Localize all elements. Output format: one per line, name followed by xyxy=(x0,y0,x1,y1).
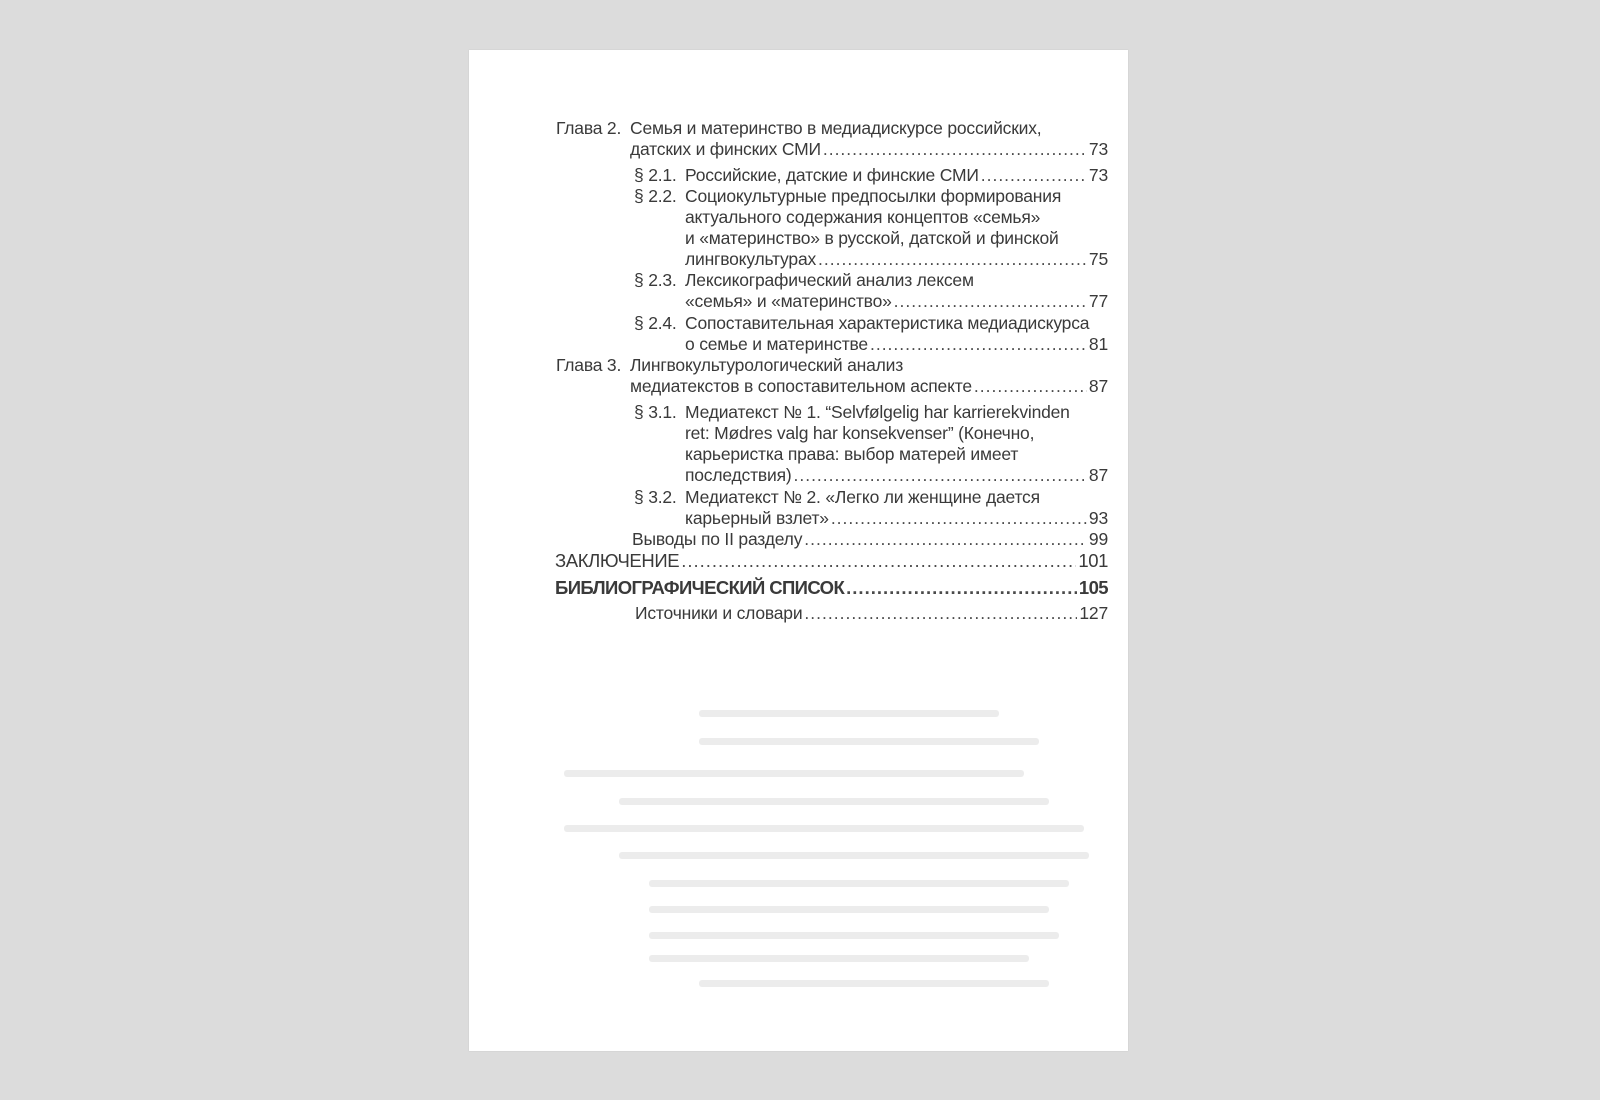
section-3-2-number: § 3.2. xyxy=(634,487,677,507)
dot-leader xyxy=(681,550,1076,571)
chapter-3-title-line-2: медиатекстов в сопоставительном аспекте xyxy=(630,376,972,396)
dot-leader xyxy=(793,465,1086,486)
chapter-2-label: Глава 2. xyxy=(556,118,622,138)
section-2-3-title-line-2: «семья» и «материнство» xyxy=(685,291,892,311)
chapter-2-title-line-1: Семья и материнство в медиадискурсе российских, xyxy=(630,118,1042,138)
chapter-3-page: 87 xyxy=(1088,376,1108,396)
conclusions-entry xyxy=(632,529,1108,550)
section-3-1-number: § 3.1. xyxy=(634,402,677,422)
chapter-3-label: Глава 3. xyxy=(556,355,622,375)
section-3-2-entry xyxy=(685,508,1108,529)
dot-leader xyxy=(831,508,1087,529)
section-2-4-entry xyxy=(685,334,1108,355)
bibliography-entry xyxy=(555,577,1108,598)
dot-leader xyxy=(823,139,1087,160)
section-2-3-entry xyxy=(685,291,1108,312)
section-2-2-title-line-2: актуального содержания концептов «семья» xyxy=(685,207,1041,227)
section-3-2-title-line-2: карьерный взлет» xyxy=(685,508,829,528)
section-3-1-title-line-1: Медиатекст № 1. “Selvfølgelig har karrierekvinden xyxy=(685,402,1070,422)
bibliography-page: 105 xyxy=(1078,577,1108,598)
sources-page: 127 xyxy=(1079,603,1108,623)
dot-leader xyxy=(894,291,1087,312)
section-2-1-title: Российские, датские и финские СМИ xyxy=(685,165,979,185)
section-2-2-title-line-1: Социокультурные предпосылки формирования xyxy=(685,186,1062,206)
bibliography-title: БИБЛИОГРАФИЧЕСКИЙ СПИСОК xyxy=(555,577,845,598)
book-page xyxy=(469,50,1128,1051)
section-3-1-entry xyxy=(685,465,1108,486)
chapter-3-entry xyxy=(630,376,1108,397)
conclusions-page: 99 xyxy=(1088,529,1108,549)
section-2-2-number: § 2.2. xyxy=(634,186,677,206)
section-3-1-page: 87 xyxy=(1088,465,1108,485)
dot-leader xyxy=(846,577,1077,598)
dot-leader xyxy=(981,165,1087,186)
section-3-2-page: 93 xyxy=(1088,508,1108,528)
table-of-contents xyxy=(469,50,1128,1051)
chapter-2-page: 73 xyxy=(1088,139,1108,159)
dot-leader xyxy=(804,603,1077,624)
section-2-3-title-line-1: Лексикографический анализ лексем xyxy=(685,270,974,290)
section-2-1-entry xyxy=(685,165,1108,186)
conclusions-title: Выводы по II разделу xyxy=(632,529,803,549)
section-3-1-title-line-4: последствия) xyxy=(685,465,792,485)
section-2-4-title-line-2: о семье и материнстве xyxy=(685,334,868,354)
section-2-4-page: 81 xyxy=(1088,334,1108,354)
section-2-2-page: 75 xyxy=(1088,249,1108,269)
chapter-2-title-line-2: датских и финских СМИ xyxy=(630,139,821,159)
section-3-2-title-line-1: Медиатекст № 2. «Легко ли женщине дается xyxy=(685,487,1040,507)
section-2-1-number: § 2.1. xyxy=(634,165,677,185)
dot-leader xyxy=(870,334,1087,355)
conclusion-title: ЗАКЛЮЧЕНИЕ xyxy=(555,550,680,571)
section-2-1-page: 73 xyxy=(1088,165,1108,185)
section-3-1-title-line-2: ret: Mødres valg har konsekvenser” (Конечно, xyxy=(685,423,1035,443)
dot-leader xyxy=(974,376,1087,397)
dot-leader xyxy=(804,529,1087,550)
section-2-2-title-line-4: лингвокультурах xyxy=(685,249,817,269)
section-2-3-page: 77 xyxy=(1088,291,1108,311)
section-2-4-title-line-1: Сопоставительная характеристика медиадискурса xyxy=(685,313,1090,333)
chapter-3-title-line-1: Лингвокультурологический анализ xyxy=(630,355,904,375)
section-2-2-entry xyxy=(685,249,1108,270)
section-2-3-number: § 2.3. xyxy=(634,270,677,290)
section-2-2-title-line-3: и «материнство» в русской, датской и финской xyxy=(685,228,1059,248)
section-2-4-number: § 2.4. xyxy=(634,313,677,333)
conclusion-entry xyxy=(555,550,1108,571)
dot-leader xyxy=(818,249,1087,270)
conclusion-page: 101 xyxy=(1078,550,1108,571)
sources-entry xyxy=(635,603,1108,624)
sources-title: Источники и словари xyxy=(635,603,803,623)
section-3-1-title-line-3: карьеристка права: выбор матерей имеет xyxy=(685,444,1019,464)
chapter-2-entry xyxy=(630,139,1108,160)
